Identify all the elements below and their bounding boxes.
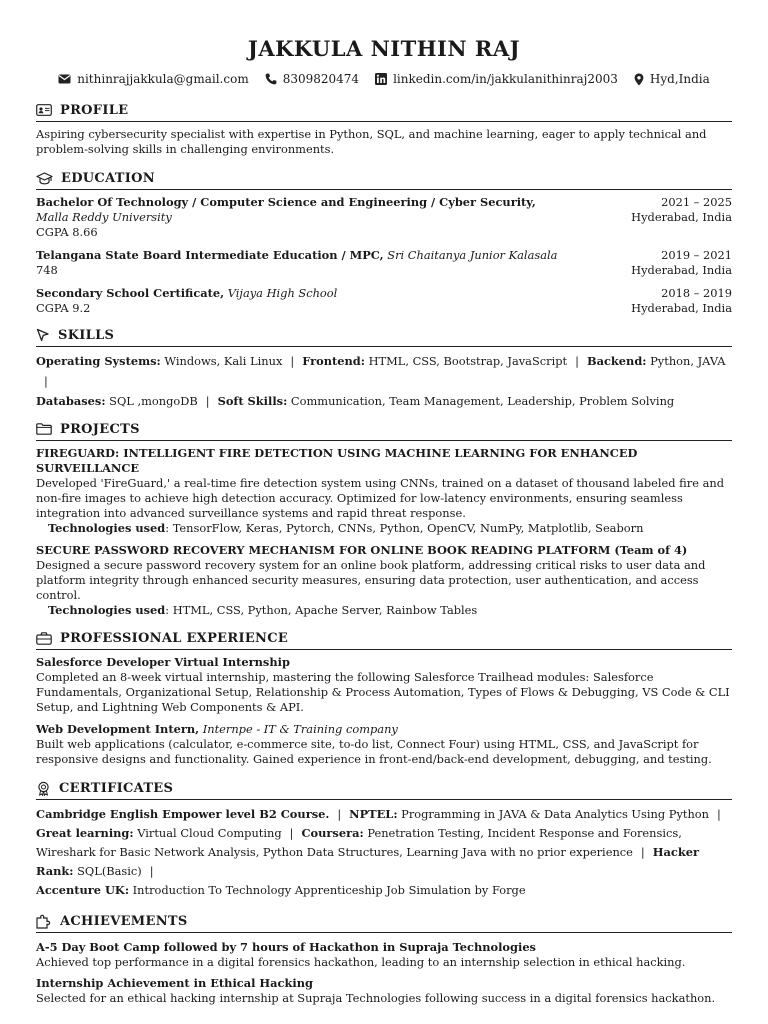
project-description: Designed a secure password recovery system for an online book platform, addressing critical risks to user data and platform integrity through enhanced security measures, ensuring data protection, user authentication, and access control. bbox=[36, 558, 706, 602]
project-title: SECURE PASSWORD RECOVERY MECHANISM FOR ONLINE BOOK READING PLATFORM (Team of 4) bbox=[36, 543, 688, 557]
separator: | bbox=[205, 394, 210, 408]
certificate-label: Coursera: bbox=[301, 826, 364, 840]
skills-line bbox=[36, 391, 732, 411]
briefcase-icon bbox=[36, 632, 52, 645]
separator: | bbox=[716, 807, 721, 821]
skill-label: Databases: bbox=[36, 394, 106, 408]
education-grade: CGPA 9.2 bbox=[36, 301, 91, 315]
profile-heading bbox=[36, 101, 732, 122]
skill-label: Operating Systems: bbox=[36, 354, 161, 368]
certificate-label: Hacker Rank: bbox=[36, 845, 699, 878]
certificate-value: SQL(Basic) bbox=[77, 864, 142, 878]
education-heading-text: EDUCATION bbox=[61, 170, 155, 186]
skill-label: Backend: bbox=[586, 354, 647, 368]
linkedin-text: linkedin.com/in/jakkulanithinraj2003 bbox=[393, 72, 618, 86]
education-grade: CGPA 8.66 bbox=[36, 225, 98, 239]
achievement-description: Achieved top performance in a digital forensics hackathon, leading to an internship selection in ethical hacking. bbox=[36, 955, 686, 969]
experience-heading bbox=[36, 629, 732, 650]
education-entry bbox=[36, 195, 732, 240]
education-dates: 2019 – 2021 bbox=[661, 248, 732, 262]
separator: | bbox=[149, 864, 154, 878]
achievement-title: A-5 Day Boot Camp followed by 7 hours of Hackathon in Supraja Technologies bbox=[36, 940, 536, 954]
achievement-entry bbox=[36, 976, 732, 1006]
skills-line bbox=[36, 351, 732, 391]
email-text: nithinrajjakkula@gmail.com bbox=[77, 72, 249, 86]
skill-value: Python, JAVA bbox=[650, 354, 726, 368]
certificate-value: Introduction To Technology Apprenticeship Job Simulation by Forge bbox=[132, 883, 526, 897]
skill-value: Communication, Team Management, Leadership, Problem Solving bbox=[290, 394, 675, 408]
location-text: Hyd,India bbox=[649, 72, 710, 86]
certificate-label: NPTEL: bbox=[349, 807, 398, 821]
skills-section bbox=[36, 326, 732, 411]
puzzle-piece-icon bbox=[36, 914, 52, 929]
project-description: Developed 'FireGuard,' a real-time fire detection system using CNNs, trained on a dataset of thousand labeled fire and non-fire images to achieve high detection accuracy. Optimized for low-latency environments, ensuring seamless integration into advanced surveillance systems and rapid threat response. bbox=[36, 476, 724, 520]
phone-text: 8309820474 bbox=[282, 72, 360, 86]
education-school: Vijaya High School bbox=[227, 286, 338, 300]
achievements-heading bbox=[36, 912, 732, 933]
project-tech bbox=[36, 521, 732, 536]
contact-email[interactable] bbox=[58, 72, 248, 86]
certificates-heading bbox=[36, 779, 732, 800]
separator: | bbox=[575, 354, 579, 368]
skill-label: Frontend: bbox=[302, 354, 365, 368]
education-place: Hyderabad, India bbox=[631, 263, 732, 277]
experience-heading-text: PROFESSIONAL EXPERIENCE bbox=[60, 630, 289, 646]
experience-title: Salesforce Developer Virtual Internship bbox=[36, 655, 290, 669]
tech-list: : TensorFlow, Keras, Pytorch, CNNs, Python, OpenCV, NumPy, Matplotlib, Seaborn bbox=[165, 521, 644, 535]
tech-label: Technologies used bbox=[48, 521, 166, 535]
skill-value: Windows, Kali Linux bbox=[164, 354, 283, 368]
certificates-heading-text: CERTIFICATES bbox=[59, 780, 174, 796]
skills-heading-text: SKILLS bbox=[58, 327, 115, 343]
id-card-icon bbox=[36, 104, 52, 116]
profile-heading-text: PROFILE bbox=[60, 102, 129, 118]
education-dates: 2021 – 2025 bbox=[661, 195, 732, 209]
certificate-value: Programming in JAVA & Data Analytics Using Python bbox=[401, 807, 709, 821]
experience-description: Built web applications (calculator, e-commerce site, to-do list, Connect Four) using HTML, CSS, and JavaScript for responsive designs and functionality. Gained experience in front-end/back-end development, debugging, and testing. bbox=[36, 737, 712, 766]
education-dates: 2018 – 2019 bbox=[661, 286, 732, 300]
separator: | bbox=[337, 807, 342, 821]
experience-entry bbox=[36, 722, 732, 767]
certificate-label: Accenture UK: bbox=[36, 883, 130, 897]
achievement-title: Internship Achievement in Ethical Hacking bbox=[36, 976, 313, 990]
certificates-list bbox=[36, 805, 732, 900]
contact-location bbox=[634, 72, 710, 86]
certificate-badge-icon bbox=[36, 781, 51, 796]
contact-linkedin[interactable] bbox=[375, 72, 618, 86]
phone-icon bbox=[265, 73, 277, 85]
achievement-description: Selected for an ethical hacking internship at Supraja Technologies following success in a digital forensics hackathon. bbox=[36, 991, 716, 1005]
mail-icon bbox=[58, 74, 71, 84]
achievement-entry bbox=[36, 940, 732, 970]
separator: | bbox=[289, 826, 294, 840]
skills-heading bbox=[36, 326, 732, 347]
experience-description: Completed an 8-week virtual internship, mastering the following Salesforce Trailhead modules: Salesforce Fundamentals, Organizational Setup, Relationship & Process Automation, Types of Flows & Debugging, VS Code & CLI Setup, and Lightning Web Components & API. bbox=[36, 670, 730, 714]
education-degree: Bachelor Of Technology / Computer Science and Engineering / Cyber Security, bbox=[36, 195, 536, 209]
education-school: Malla Reddy University bbox=[36, 210, 172, 224]
tech-list: : HTML, CSS, Python, Apache Server, Rainbow Tables bbox=[165, 603, 478, 617]
projects-heading-text: PROJECTS bbox=[60, 421, 140, 437]
experience-section bbox=[36, 629, 732, 767]
education-grade: 748 bbox=[36, 263, 58, 277]
profile-section bbox=[36, 101, 732, 157]
projects-heading bbox=[36, 420, 732, 441]
achievements-heading-text: ACHIEVEMENTS bbox=[60, 913, 188, 929]
education-section bbox=[36, 169, 732, 316]
skill-label: Soft Skills: bbox=[217, 394, 288, 408]
profile-summary: Aspiring cybersecurity specialist with expertise in Python, SQL, and machine learning, eager to apply technical and problem-solving skills in challenging environments. bbox=[36, 127, 707, 156]
folder-icon bbox=[36, 423, 52, 435]
separator: | bbox=[44, 374, 48, 388]
education-entry bbox=[36, 286, 732, 316]
certificate-value: Penetration Testing, Incident Response and Forensics, Wireshark for Basic Network Analysis, Python Data Structures, Learning Java with no prior experience bbox=[36, 826, 682, 859]
certificate-label: Cambridge English Empower level B2 Course. bbox=[36, 807, 330, 821]
project-entry bbox=[36, 446, 732, 536]
education-degree: Secondary School Certificate, bbox=[36, 286, 225, 300]
project-title: FIREGUARD: INTELLIGENT FIRE DETECTION USING MACHINE LEARNING FOR ENHANCED SURVEILLANCE bbox=[36, 446, 638, 475]
achievements-section bbox=[36, 912, 732, 1006]
candidate-name: JAKKULA NITHIN RAJ bbox=[247, 36, 521, 61]
project-entry bbox=[36, 543, 732, 618]
education-degree: Telangana State Board Intermediate Education / MPC, bbox=[36, 248, 384, 262]
project-tech bbox=[36, 603, 732, 618]
certificate-value: Virtual Cloud Computing bbox=[137, 826, 282, 840]
contact-phone[interactable] bbox=[265, 72, 359, 86]
certificate-label: Great learning: bbox=[36, 826, 134, 840]
skill-value: SQL ,mongoDB bbox=[109, 394, 198, 408]
education-entry bbox=[36, 248, 732, 278]
experience-org: Internpe - IT & Training company bbox=[202, 722, 398, 736]
education-place: Hyderabad, India bbox=[631, 301, 732, 315]
separator: | bbox=[640, 845, 645, 859]
certificates-section bbox=[36, 779, 732, 900]
projects-section bbox=[36, 420, 732, 618]
tech-label: Technologies used bbox=[48, 603, 166, 617]
graduation-cap-icon bbox=[36, 172, 53, 185]
skill-value: HTML, CSS, Bootstrap, JavaScript bbox=[368, 354, 568, 368]
linkedin-icon bbox=[375, 73, 387, 85]
location-pin-icon bbox=[634, 73, 644, 86]
contact-bar bbox=[36, 71, 732, 87]
education-heading bbox=[36, 169, 732, 190]
cursor-arrow-icon bbox=[36, 328, 50, 342]
experience-title: Web Development Intern, bbox=[36, 722, 200, 736]
experience-entry bbox=[36, 655, 732, 715]
separator: | bbox=[290, 354, 295, 368]
education-school: Sri Chaitanya Junior Kalasala bbox=[387, 248, 558, 262]
education-place: Hyderabad, India bbox=[631, 210, 732, 224]
